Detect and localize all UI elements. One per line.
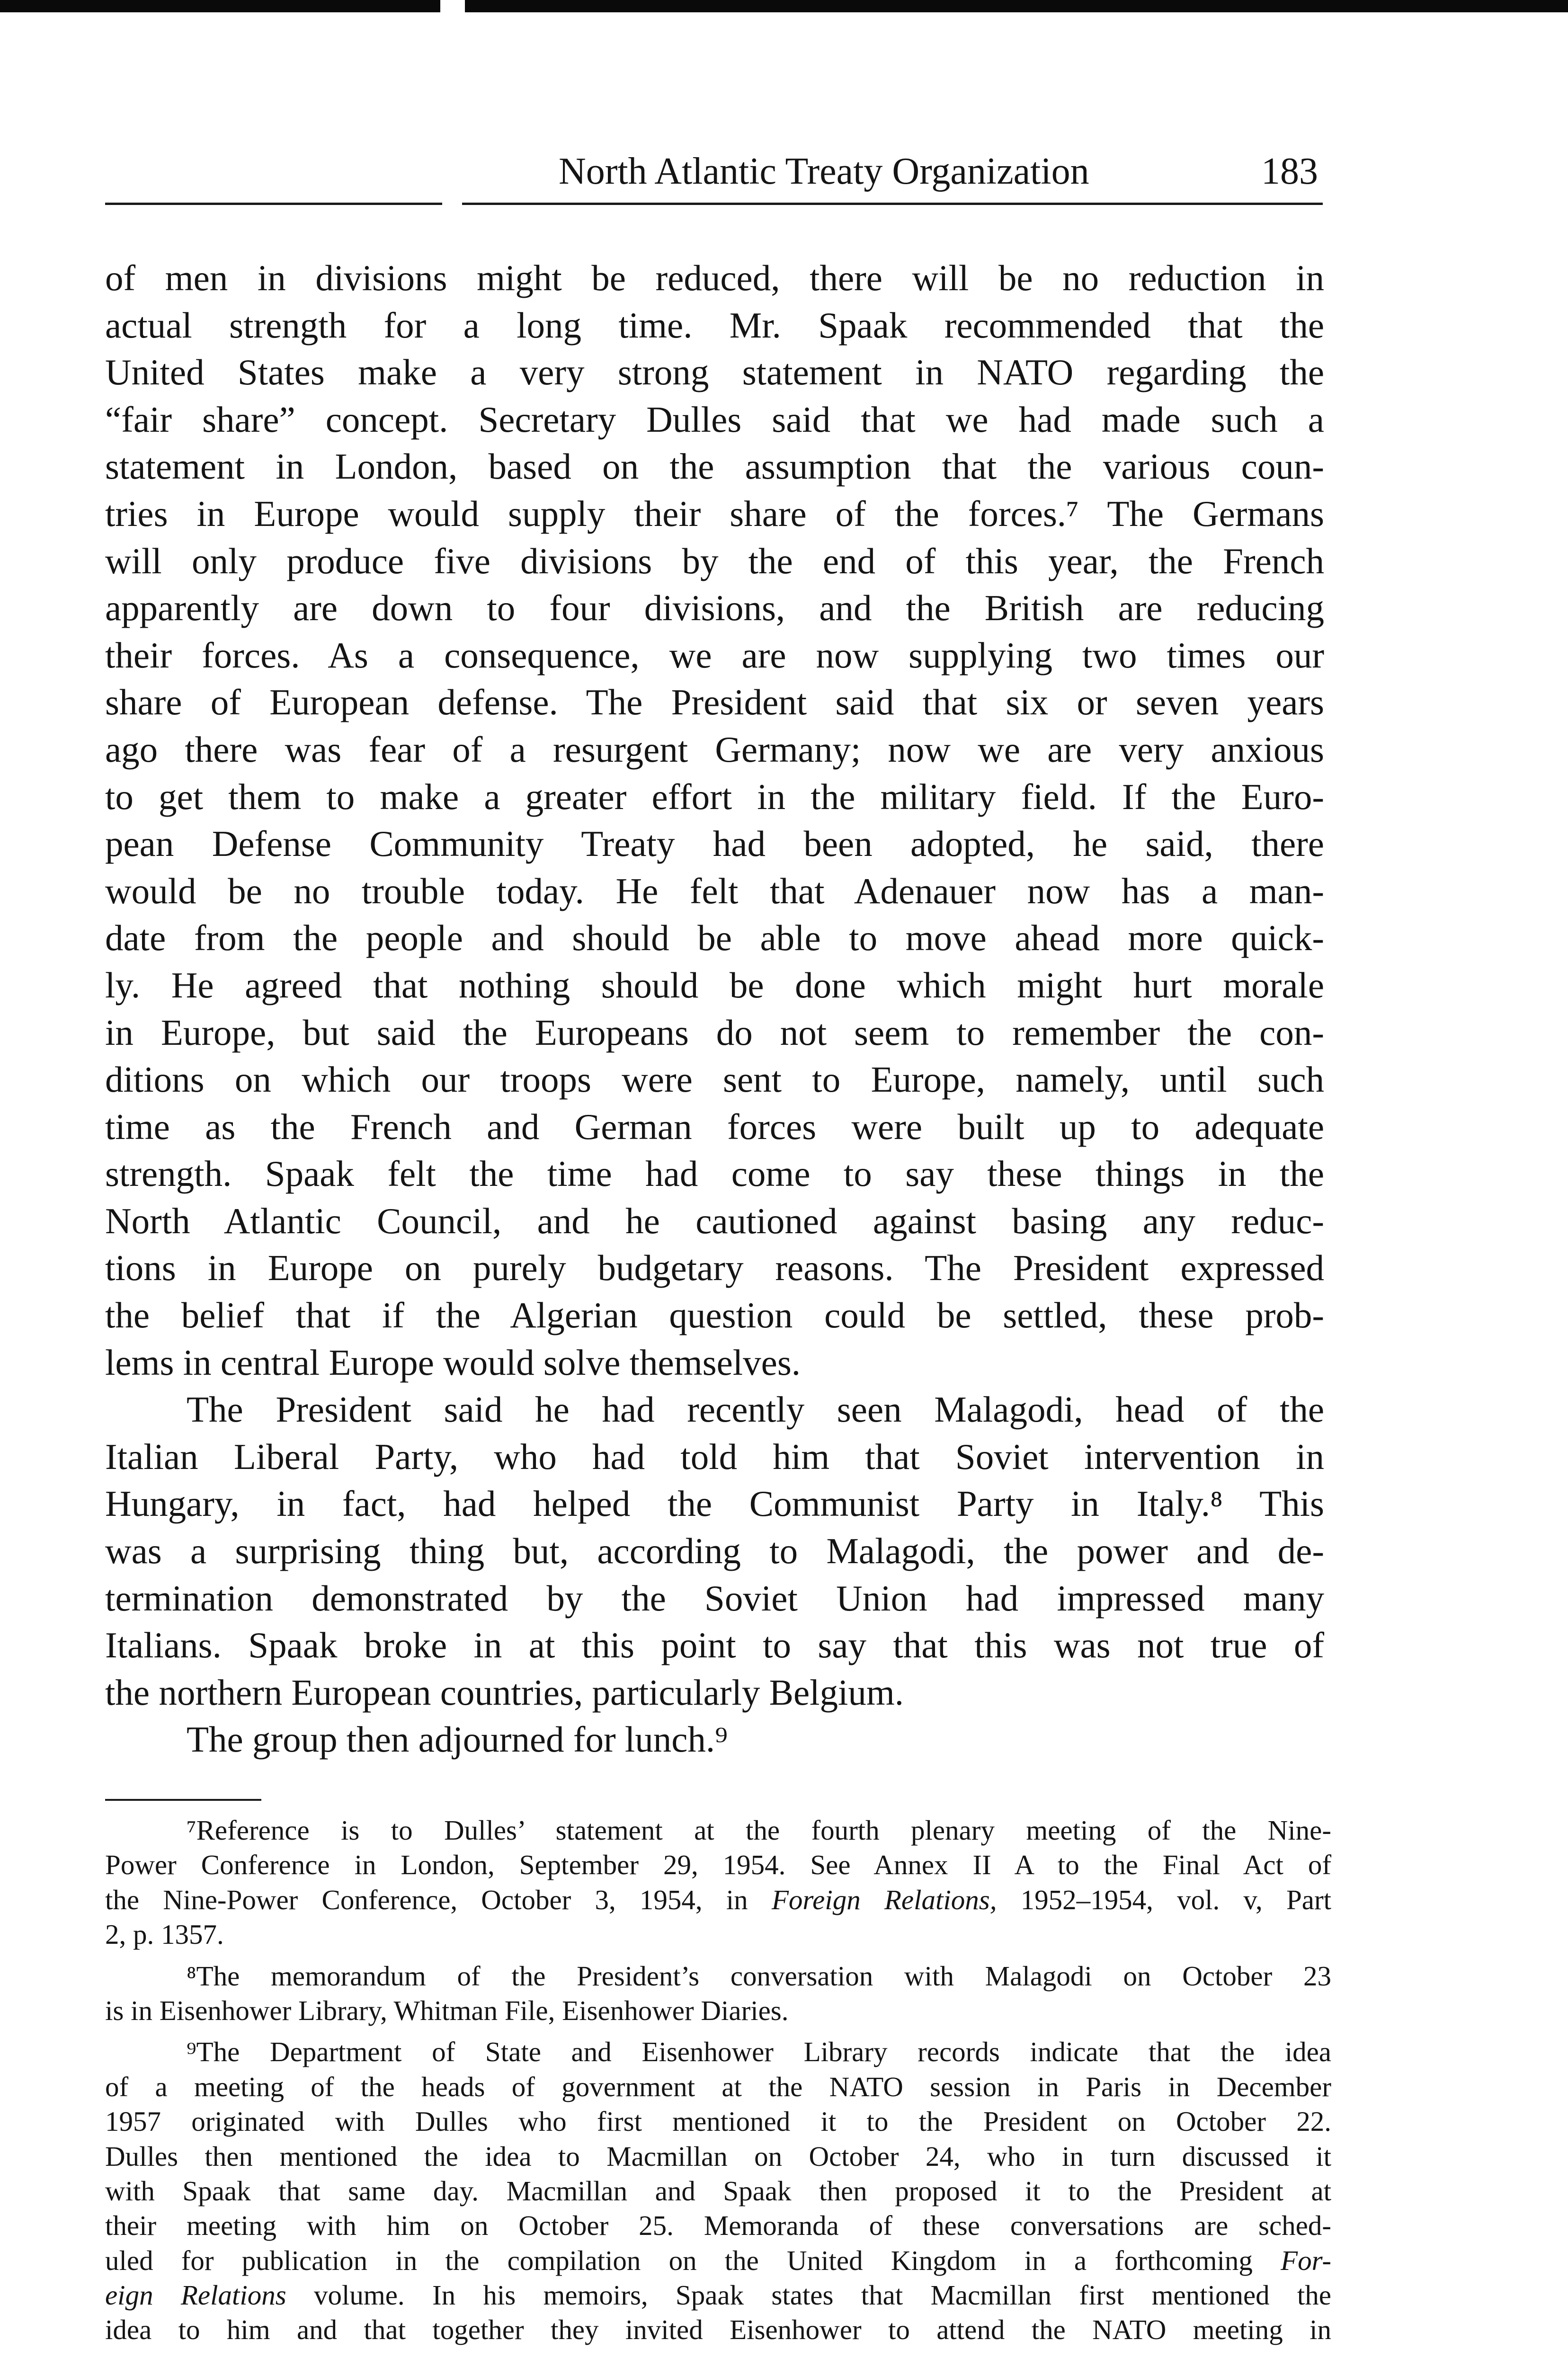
body-line: tions in Europe on purely budgetary reasons. The President expressed bbox=[105, 1247, 1324, 1289]
footnote-7-line: Power Conference in London, September 29, 1954. See Annex II A to the Final Act of bbox=[105, 1849, 1331, 1881]
footnote-9-line: idea to him and that together they invited Eisenhower to attend the NATO meeting in bbox=[105, 2314, 1331, 2346]
body-line: in Europe, but said the Europeans do not seem to remember the con- bbox=[105, 1012, 1324, 1053]
page-number: 183 bbox=[1261, 151, 1318, 192]
body-line: The President said he had recently seen Malagodi, head of the bbox=[187, 1389, 1324, 1430]
footnote-9-line: 1957 originated with Dulles who first mentioned it to the President on October 22. bbox=[105, 2106, 1331, 2137]
body-line: of men in divisions might be reduced, there will be no reduction in bbox=[105, 258, 1324, 298]
header-rule-left bbox=[105, 203, 442, 205]
footnote-9-line: of a meeting of the heads of government at the NATO session in Paris in December bbox=[105, 2071, 1331, 2102]
body-line: share of European defense. The President said that six or seven years bbox=[105, 682, 1324, 723]
footnote-9-line: ⁹The Department of State and Eisenhower Library records indicate that the idea bbox=[187, 2036, 1331, 2068]
body-line: actual strength for a long time. Mr. Spaak recommended that the bbox=[105, 304, 1324, 346]
body-line: The group then adjourned for lunch.⁹ bbox=[187, 1719, 728, 1760]
body-line: United States make a very strong statement in NATO regarding the bbox=[105, 352, 1324, 393]
running-title: North Atlantic Treaty Organization bbox=[559, 151, 1089, 192]
footnote-9-line: Dulles then mentioned the idea to Macmillan on October 24, who in turn discussed it bbox=[105, 2140, 1331, 2172]
body-line: pean Defense Community Treaty had been adopted, he said, there bbox=[105, 823, 1324, 864]
footnote-9-line: uled for publication in the compilation on the United Kingdom in a forthcoming For- bbox=[105, 2244, 1331, 2276]
body-line: statement in London, based on the assumption that the various coun- bbox=[105, 446, 1324, 487]
body-text bbox=[105, 255, 1324, 1763]
body-line: will only produce five divisions by the end of this year, the French bbox=[105, 540, 1324, 581]
body-line: apparently are down to four divisions, and the British are reducing bbox=[105, 587, 1324, 629]
body-line: Italian Liberal Party, who had told him that Soviet intervention in bbox=[105, 1436, 1324, 1477]
body-line: would be no trouble today. He felt that Adenauer now has a man- bbox=[105, 870, 1324, 911]
body-line: the belief that if the Algerian question could be settled, these prob- bbox=[105, 1295, 1324, 1336]
body-line: date from the people and should be able to move ahead more quick- bbox=[105, 917, 1324, 959]
footnote-9-line: eign Relations volume. In his memoirs, Spaak states that Macmillan first mentioned the bbox=[105, 2279, 1331, 2311]
italic-title: For- bbox=[1281, 2244, 1331, 2276]
body-line: strength. Spaak felt the time had come to say these things in the bbox=[105, 1153, 1324, 1194]
body-line: ly. He agreed that nothing should be done which might hurt morale bbox=[105, 964, 1324, 1006]
body-line: their forces. As a consequence, we are now supplying two times our bbox=[105, 634, 1324, 676]
footnote-8-line: ⁸The memorandum of the President’s conversation with Malagodi on October 23 bbox=[187, 1960, 1331, 1992]
footnote-7-line: ⁷Reference is to Dulles’ statement at the fourth plenary meeting of the Nine- bbox=[187, 1815, 1331, 1846]
footnote-9-line: their meeting with him on October 25. Memoranda of these conversations are sched- bbox=[105, 2210, 1331, 2242]
body-line: ago there was fear of a resurgent Germany; now we are very anxious bbox=[105, 729, 1324, 770]
top-scan-bar-right bbox=[465, 0, 1568, 12]
footnote-9-line: with Spaak that same day. Macmillan and Spaak then proposed it to the President at bbox=[105, 2175, 1331, 2207]
top-scan-bar-left bbox=[0, 0, 440, 12]
body-line: was a surprising thing but, according to Malagodi, the power and de- bbox=[105, 1531, 1324, 1572]
body-line: ditions on which our troops were sent to Europe, namely, until such bbox=[105, 1059, 1324, 1100]
italic-title: Foreign Relations, bbox=[771, 1884, 997, 1915]
body-line: Hungary, in fact, had helped the Communist Party in Italy.⁸ This bbox=[105, 1483, 1324, 1524]
body-line: tries in Europe would supply their share of the forces.⁷ The Germans bbox=[105, 493, 1324, 534]
body-line: to get them to make a greater effort in the military field. If the Euro- bbox=[105, 776, 1324, 817]
body-line: the northern European countries, particularly Belgium. bbox=[105, 1672, 904, 1713]
footnote-8-line: is in Eisenhower Library, Whitman File, Eisenhower Diaries. bbox=[105, 1994, 789, 2026]
body-line: Italians. Spaak broke in at this point to say that this was not true of bbox=[105, 1625, 1324, 1666]
body-line: termination demonstrated by the Soviet Union had impressed many bbox=[105, 1577, 1324, 1619]
body-line: “fair share” concept. Secretary Dulles said that we had made such a bbox=[105, 399, 1324, 440]
body-line: North Atlantic Council, and he cautioned against basing any reduc- bbox=[105, 1200, 1324, 1241]
body-line: lems in central Europe would solve themselves. bbox=[105, 1342, 801, 1383]
header-rule-right bbox=[462, 203, 1323, 205]
footnotes bbox=[105, 1813, 1331, 2348]
footnote-rule bbox=[105, 1799, 261, 1801]
italic-title: eign Relations bbox=[105, 2279, 286, 2311]
body-line: time as the French and German forces were built up to adequate bbox=[105, 1106, 1324, 1147]
footnote-7-line: the Nine-Power Conference, October 3, 1954, in Foreign Relations, 1952–1954, vol. v, Part bbox=[105, 1884, 1331, 1915]
footnote-7-line: 2, p. 1357. bbox=[105, 1919, 224, 1950]
